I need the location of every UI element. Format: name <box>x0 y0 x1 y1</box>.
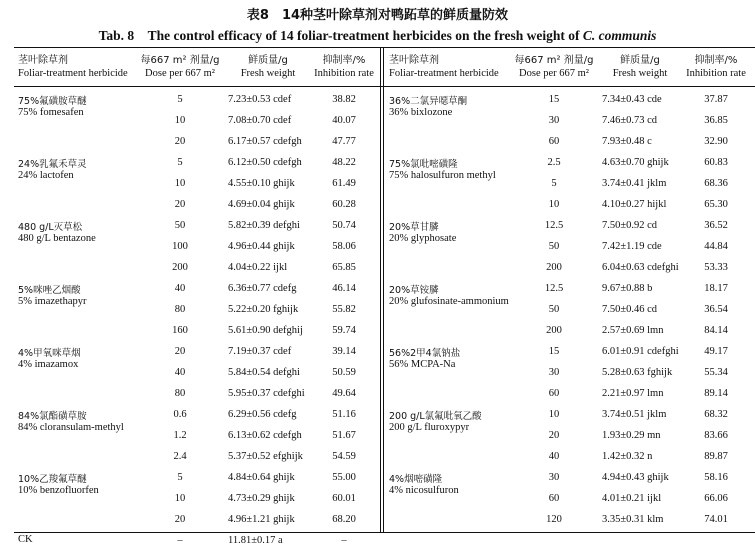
left-header-inhib <box>310 54 378 80</box>
right-inhibition-cell: 44.84 <box>704 241 728 252</box>
left-fresh-weight-cell: 4.73±0.29 ghijk <box>228 493 295 504</box>
left-fresh-weight-cell: 5.82±0.39 defghi <box>228 220 300 231</box>
left-herbicide-name-cn: 24%乳氟禾草灵 <box>18 159 87 170</box>
right-herbicide-name-cn: 200 g/L氯氟吡氧乙酸 <box>389 411 482 422</box>
right-fresh-weight-cell: 6.01±0.91 cdefghi <box>602 346 679 357</box>
right-dose-cell: 60 <box>548 388 560 399</box>
right-inhibition-cell: 55.34 <box>704 367 728 378</box>
right-fresh-weight-cell: 4.10±0.27 hijkl <box>602 199 667 210</box>
right-dose-cell: 200 <box>546 325 562 336</box>
left-inhibition-cell: 46.14 <box>332 283 356 294</box>
right-fresh-weight-cell: 6.04±0.63 cdefghi <box>602 262 679 273</box>
right-herbicide-name-cn: 20%草铵膦 <box>389 285 439 296</box>
left-inhibition-cell: 49.64 <box>332 388 356 399</box>
right-inhibition-cell: 58.16 <box>704 472 728 483</box>
table-title-en <box>0 24 755 44</box>
left-dose-cell: 10 <box>174 493 186 504</box>
left-fresh-weight-cell: 7.08±0.70 cdef <box>228 115 292 126</box>
right-herbicide-name-en: 56% MCPA-Na <box>389 359 456 370</box>
left-herbicide-name-en: 10% benzofluorfen <box>18 485 99 496</box>
right-inhibition-cell: 49.17 <box>704 346 728 357</box>
right-dose-cell: 50 <box>548 241 560 252</box>
header-herbicide-en: Foliar-treatment herbicide <box>389 68 499 79</box>
table-title-cn: 表8 14种茎叶除草剂对鸭跖草的鲜质量防效 <box>246 8 509 23</box>
right-fresh-weight-cell: 1.93±0.29 mn <box>602 430 661 441</box>
right-fresh-weight-cell: 2.57±0.69 lmn <box>602 325 664 336</box>
left-fresh-weight-cell: 4.04±0.22 ijkl <box>228 262 288 273</box>
right-dose-cell: 12.5 <box>544 220 564 231</box>
left-herbicide-name-cn: 10%乙羧氟草醚 <box>18 474 87 485</box>
left-fresh-weight-cell: 7.19±0.37 cdef <box>228 346 292 357</box>
left-dose-cell: 10 <box>174 178 186 189</box>
right-dose-cell: 20 <box>548 430 560 441</box>
left-herbicide-name-en: 4% imazamox <box>18 359 79 370</box>
left-herbicide-name-cn: 75%氟磺胺草醚 <box>18 96 87 107</box>
header-fresh-cn: 鲜质量/g <box>248 55 288 66</box>
header-fresh-en: Fresh weight <box>240 68 296 79</box>
right-dose-cell: 30 <box>548 472 560 483</box>
left-inhibition-cell: 39.14 <box>332 346 356 357</box>
right-dose-cell: 30 <box>548 367 560 378</box>
left-herbicide-name-cn: 480 g/L灭草松 <box>18 222 83 233</box>
left-herbicide-name-en: 84% cloransulam-methyl <box>18 422 124 433</box>
header-dose-cn: 每667 m² 剂量/g <box>514 55 594 66</box>
left-herbicide-name-cn: 4%甲氧咪草烟 <box>18 348 81 359</box>
center-divider <box>380 47 381 533</box>
right-dose-cell: 5 <box>551 178 557 189</box>
left-dose-cell: 80 <box>174 388 186 399</box>
left-dose-cell: 0.6 <box>173 409 187 420</box>
header-rule <box>14 86 755 87</box>
header-inhib-en: Inhibition rate <box>686 68 746 79</box>
right-dose-cell: 2.5 <box>547 157 561 168</box>
left-inhibition-cell: – <box>341 535 347 546</box>
right-header-fresh <box>602 54 678 80</box>
header-herbicide-en: Foliar-treatment herbicide <box>18 68 128 79</box>
right-inhibition-cell: 32.90 <box>704 136 728 147</box>
left-herbicide-name-cn: 5%咪唑乙烟酸 <box>18 285 81 296</box>
right-dose-cell: 120 <box>546 514 562 525</box>
left-dose-cell: 5 <box>177 157 183 168</box>
left-inhibition-cell: 65.85 <box>332 262 356 273</box>
left-dose-cell: 5 <box>177 472 183 483</box>
right-fresh-weight-cell: 4.94±0.43 ghijk <box>602 472 669 483</box>
right-inhibition-cell: 74.01 <box>704 514 728 525</box>
left-fresh-weight-cell: 6.29±0.56 cdefg <box>228 409 297 420</box>
right-herbicide-name-en: 20% glufosinate-ammonium <box>389 296 509 307</box>
left-fresh-weight-cell: 7.23±0.53 cdef <box>228 94 292 105</box>
right-fresh-weight-cell: 7.93±0.48 c <box>602 136 652 147</box>
left-fresh-weight-cell: 4.96±0.44 ghijk <box>228 241 295 252</box>
right-dose-cell: 50 <box>548 304 560 315</box>
right-herbicide-name-en: 36% bixlozone <box>389 107 453 118</box>
right-inhibition-cell: 36.54 <box>704 304 728 315</box>
right-inhibition-cell: 84.14 <box>704 325 728 336</box>
right-inhibition-cell: 53.33 <box>704 262 728 273</box>
right-fresh-weight-cell: 5.28±0.63 fghijk <box>602 367 673 378</box>
right-fresh-weight-cell: 7.34±0.43 cde <box>602 94 662 105</box>
right-inhibition-cell: 36.85 <box>704 115 728 126</box>
right-header-inhib <box>680 54 752 80</box>
right-dose-cell: 60 <box>548 136 560 147</box>
left-dose-cell: 20 <box>174 199 186 210</box>
right-fresh-weight-cell: 4.01±0.21 ijkl <box>602 493 662 504</box>
left-inhibition-cell: 55.82 <box>332 304 356 315</box>
right-inhibition-cell: 68.36 <box>704 178 728 189</box>
right-inhibition-cell: 36.52 <box>704 220 728 231</box>
right-inhibition-cell: 65.30 <box>704 199 728 210</box>
left-dose-cell: 160 <box>172 325 188 336</box>
left-header-dose <box>132 54 228 80</box>
header-fresh-cn: 鲜质量/g <box>620 55 660 66</box>
right-header-dose <box>506 54 602 80</box>
right-herbicide-name-en: 200 g/L fluroxypyr <box>389 422 470 433</box>
left-fresh-weight-cell: 6.17±0.57 cdefgh <box>228 136 302 147</box>
right-dose-cell: 15 <box>548 94 560 105</box>
right-dose-cell: 60 <box>548 493 560 504</box>
header-dose-en: Dose per 667 m² <box>145 68 215 79</box>
left-inhibition-cell: 50.59 <box>332 367 356 378</box>
right-header-herbicide <box>389 54 499 80</box>
left-fresh-weight-cell: 5.61±0.90 defghij <box>228 325 303 336</box>
left-dose-cell: 50 <box>174 220 186 231</box>
left-dose-cell: 100 <box>172 241 188 252</box>
left-fresh-weight-cell: 5.95±0.37 cdefghi <box>228 388 305 399</box>
left-inhibition-cell: 61.49 <box>332 178 356 189</box>
left-inhibition-cell: 59.74 <box>332 325 356 336</box>
left-dose-cell: – <box>177 535 183 546</box>
header-herbicide-cn: 茎叶除草剂 <box>389 55 439 66</box>
right-inhibition-cell: 66.06 <box>704 493 728 504</box>
left-fresh-weight-cell: 11.81±0.17 a <box>228 535 283 546</box>
right-herbicide-name-cn: 4%烟嘧磺隆 <box>389 474 443 485</box>
right-fresh-weight-cell: 1.42±0.32 n <box>602 451 653 462</box>
left-herbicide-name-en: 75% fomesafen <box>18 107 84 118</box>
right-herbicide-name-cn: 75%氯吡嘧磺隆 <box>389 159 458 170</box>
header-inhib-cn: 抑制率/% <box>694 55 738 66</box>
right-inhibition-cell: 83.66 <box>704 430 728 441</box>
table-title-species: C. communis <box>582 28 657 43</box>
left-dose-cell: 20 <box>174 514 186 525</box>
right-inhibition-cell: 37.87 <box>704 94 728 105</box>
right-dose-cell: 40 <box>548 451 560 462</box>
left-dose-cell: 5 <box>177 94 183 105</box>
left-herbicide-name-en: CK <box>18 534 33 545</box>
header-inhib-cn: 抑制率/% <box>322 55 366 66</box>
left-fresh-weight-cell: 5.37±0.52 efghijk <box>228 451 303 462</box>
left-fresh-weight-cell: 4.96±1.21 ghijk <box>228 514 295 525</box>
right-inhibition-cell: 89.87 <box>704 451 728 462</box>
right-fresh-weight-cell: 2.21±0.97 lmn <box>602 388 664 399</box>
left-fresh-weight-cell: 5.84±0.54 defghi <box>228 367 300 378</box>
left-dose-cell: 2.4 <box>173 451 187 462</box>
right-inhibition-cell: 18.17 <box>704 283 728 294</box>
left-fresh-weight-cell: 5.22±0.20 fghijk <box>228 304 299 315</box>
left-herbicide-name-en: 5% imazethapyr <box>18 296 87 307</box>
right-herbicide-name-en: 4% nicosulfuron <box>389 485 459 496</box>
right-herbicide-name-cn: 56%2甲4氯钠盐 <box>389 348 461 359</box>
left-dose-cell: 20 <box>174 346 186 357</box>
left-dose-cell: 20 <box>174 136 186 147</box>
left-inhibition-cell: 55.00 <box>332 472 356 483</box>
right-fresh-weight-cell: 7.50±0.92 cd <box>602 220 658 231</box>
left-herbicide-name-en: 480 g/L bentazone <box>18 233 96 244</box>
left-inhibition-cell: 48.22 <box>332 157 356 168</box>
top-rule <box>14 47 755 48</box>
right-dose-cell: 30 <box>548 115 560 126</box>
right-fresh-weight-cell: 3.74±0.51 jklm <box>602 409 667 420</box>
left-inhibition-cell: 60.01 <box>332 493 356 504</box>
left-fresh-weight-cell: 6.36±0.77 cdefg <box>228 283 297 294</box>
right-dose-cell: 15 <box>548 346 560 357</box>
left-inhibition-cell: 51.16 <box>332 409 356 420</box>
left-inhibition-cell: 60.28 <box>332 199 356 210</box>
header-inhib-en: Inhibition rate <box>314 68 374 79</box>
header-herbicide-cn: 茎叶除草剂 <box>18 55 68 66</box>
header-dose-en: Dose per 667 m² <box>519 68 589 79</box>
left-inhibition-cell: 51.67 <box>332 430 356 441</box>
right-inhibition-cell: 89.14 <box>704 388 728 399</box>
right-fresh-weight-cell: 7.46±0.73 cd <box>602 115 658 126</box>
right-inhibition-cell: 68.32 <box>704 409 728 420</box>
left-fresh-weight-cell: 6.13±0.62 cdefgh <box>228 430 302 441</box>
left-dose-cell: 40 <box>174 367 186 378</box>
table-title-en-text: Tab. 8 The control efficacy of 14 foliar-treatment herbicides on the fresh weight of <box>98 28 583 43</box>
right-fresh-weight-cell: 3.74±0.41 jklm <box>602 178 667 189</box>
left-dose-cell: 40 <box>174 283 186 294</box>
right-dose-cell: 10 <box>548 199 560 210</box>
left-inhibition-cell: 68.20 <box>332 514 356 525</box>
right-dose-cell: 200 <box>546 262 562 273</box>
bottom-rule <box>14 532 755 533</box>
left-inhibition-cell: 50.74 <box>332 220 356 231</box>
left-inhibition-cell: 47.77 <box>332 136 356 147</box>
right-fresh-weight-cell: 7.42±1.19 cde <box>602 241 662 252</box>
left-herbicide-name-en: 24% lactofen <box>18 170 74 181</box>
left-header-herbicide <box>18 54 128 80</box>
right-fresh-weight-cell: 3.35±0.31 klm <box>602 514 664 525</box>
right-fresh-weight-cell: 4.63±0.70 ghijk <box>602 157 669 168</box>
left-dose-cell: 200 <box>172 262 188 273</box>
left-inhibition-cell: 58.06 <box>332 241 356 252</box>
right-dose-cell: 10 <box>548 409 560 420</box>
right-fresh-weight-cell: 7.50±0.46 cd <box>602 304 658 315</box>
right-fresh-weight-cell: 9.67±0.88 b <box>602 283 653 294</box>
left-inhibition-cell: 54.59 <box>332 451 356 462</box>
header-fresh-en: Fresh weight <box>612 68 668 79</box>
left-inhibition-cell: 40.07 <box>332 115 356 126</box>
right-dose-cell: 12.5 <box>544 283 564 294</box>
left-fresh-weight-cell: 4.84±0.64 ghijk <box>228 472 295 483</box>
left-herbicide-name-cn: 84%氯酯磺草胺 <box>18 411 87 422</box>
left-dose-cell: 1.2 <box>173 430 187 441</box>
right-herbicide-name-en: 75% halosulfuron methyl <box>389 170 496 181</box>
left-fresh-weight-cell: 4.69±0.04 ghijk <box>228 199 295 210</box>
right-herbicide-name-en: 20% glyphosate <box>389 233 457 244</box>
center-divider-2 <box>383 47 384 533</box>
left-fresh-weight-cell: 6.12±0.50 cdefgh <box>228 157 302 168</box>
header-dose-cn: 每667 m² 剂量/g <box>140 55 220 66</box>
left-header-fresh <box>228 54 308 80</box>
left-dose-cell: 80 <box>174 304 186 315</box>
right-herbicide-name-cn: 36%二氯异噁草酮 <box>389 96 468 107</box>
right-inhibition-cell: 60.83 <box>704 157 728 168</box>
left-inhibition-cell: 38.82 <box>332 94 356 105</box>
left-dose-cell: 10 <box>174 115 186 126</box>
right-herbicide-name-cn: 20%草甘膦 <box>389 222 439 233</box>
left-fresh-weight-cell: 4.55±0.10 ghijk <box>228 178 295 189</box>
